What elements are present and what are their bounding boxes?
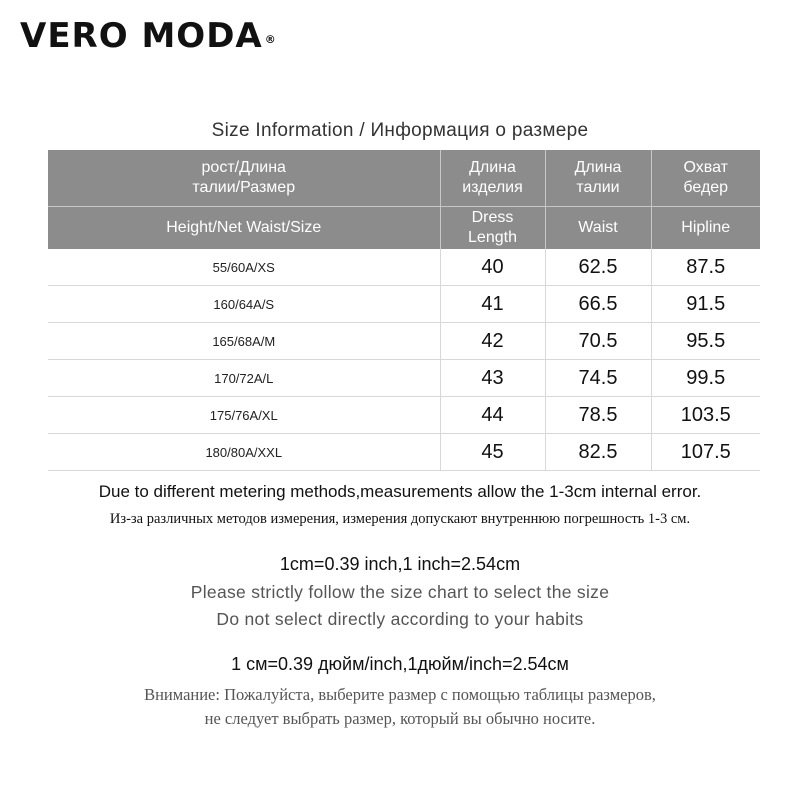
size-cell: 160/64A/S: [48, 286, 440, 323]
header-ru-cell: [651, 150, 760, 207]
table-row: [48, 286, 760, 323]
header-ru-text: Длина изделия: [462, 159, 523, 196]
header-en-text: Height/Net Waist/Size: [166, 219, 322, 236]
header-row-ru: [48, 150, 760, 207]
hipline-cell: 95.5: [651, 323, 760, 360]
table-row: [48, 360, 760, 397]
header-en-cell: [545, 207, 651, 250]
size-cell: 170/72A/L: [48, 360, 440, 397]
dress-length-cell: 40: [440, 249, 545, 286]
dress-length-cell: 42: [440, 323, 545, 360]
table-row: [48, 434, 760, 471]
dress-length-cell: 43: [440, 360, 545, 397]
conversion-note-ru: 1 см=0.39 дюйм/inch,1дюйм/inch=2.54см: [231, 654, 569, 674]
waist-cell: 66.5: [545, 286, 651, 323]
waist-cell: 78.5: [545, 397, 651, 434]
header-en-cell: [48, 207, 440, 250]
dress-length-cell: 44: [440, 397, 545, 434]
size-cell: 55/60A/XS: [48, 249, 440, 286]
hipline-cell: 107.5: [651, 434, 760, 471]
conversion-note-en: 1cm=0.39 inch,1 inch=2.54cm: [279, 554, 521, 574]
header-ru-text: Охват бедер: [683, 159, 729, 196]
header-row-en: [48, 207, 760, 250]
warning-ru-line-2: не следует выбрать размер, который вы обычно носите.: [204, 709, 596, 728]
brand-name: VERO MODA: [20, 16, 263, 56]
hipline-cell: 99.5: [651, 360, 760, 397]
warning-ru-line-1: Внимание: Пожалуйста, выберите размер с помощью таблицы размеров,: [144, 685, 656, 704]
size-cell: 180/80A/XXL: [48, 434, 440, 471]
table-row: [48, 323, 760, 360]
waist-cell: 70.5: [545, 323, 651, 360]
waist-cell: 62.5: [545, 249, 651, 286]
page-title: Size Information / Информация о размере: [211, 120, 589, 141]
header-ru-text: рост/Длина талии/Размер: [192, 159, 296, 196]
registered-mark: ®: [264, 33, 277, 46]
header-ru-cell: [48, 150, 440, 207]
error-note-en: Due to different metering methods,measurements allow the 1-3cm internal error.: [98, 482, 702, 501]
size-advice-line-1: Please strictly follow the size chart to select the size: [190, 582, 610, 602]
header-en-text: Dress Length: [468, 209, 517, 246]
header-ru-cell: [440, 150, 545, 207]
dress-length-cell: 45: [440, 434, 545, 471]
error-note-ru: Из-за различных методов измерения, измерения допускают внутреннюю погрешность 1-3 см.: [109, 511, 691, 527]
header-en-cell: [651, 207, 760, 250]
waist-cell: 74.5: [545, 360, 651, 397]
size-cell: 165/68A/M: [48, 323, 440, 360]
hipline-cell: 103.5: [651, 397, 760, 434]
table-row: [48, 249, 760, 286]
hipline-cell: 87.5: [651, 249, 760, 286]
waist-cell: 82.5: [545, 434, 651, 471]
header-en-cell: [440, 207, 545, 250]
header-ru-cell: [545, 150, 651, 207]
table-row: [48, 397, 760, 434]
size-cell: 175/76A/XL: [48, 397, 440, 434]
size-table: [48, 150, 760, 471]
header-en-text: Hipline: [681, 219, 731, 236]
dress-length-cell: 41: [440, 286, 545, 323]
hipline-cell: 91.5: [651, 286, 760, 323]
size-advice-line-2: Do not select directly according to your habits: [216, 609, 584, 629]
header-ru-text: Длина талии: [574, 159, 622, 196]
brand-logo: [20, 16, 277, 56]
header-en-text: Waist: [578, 219, 618, 236]
